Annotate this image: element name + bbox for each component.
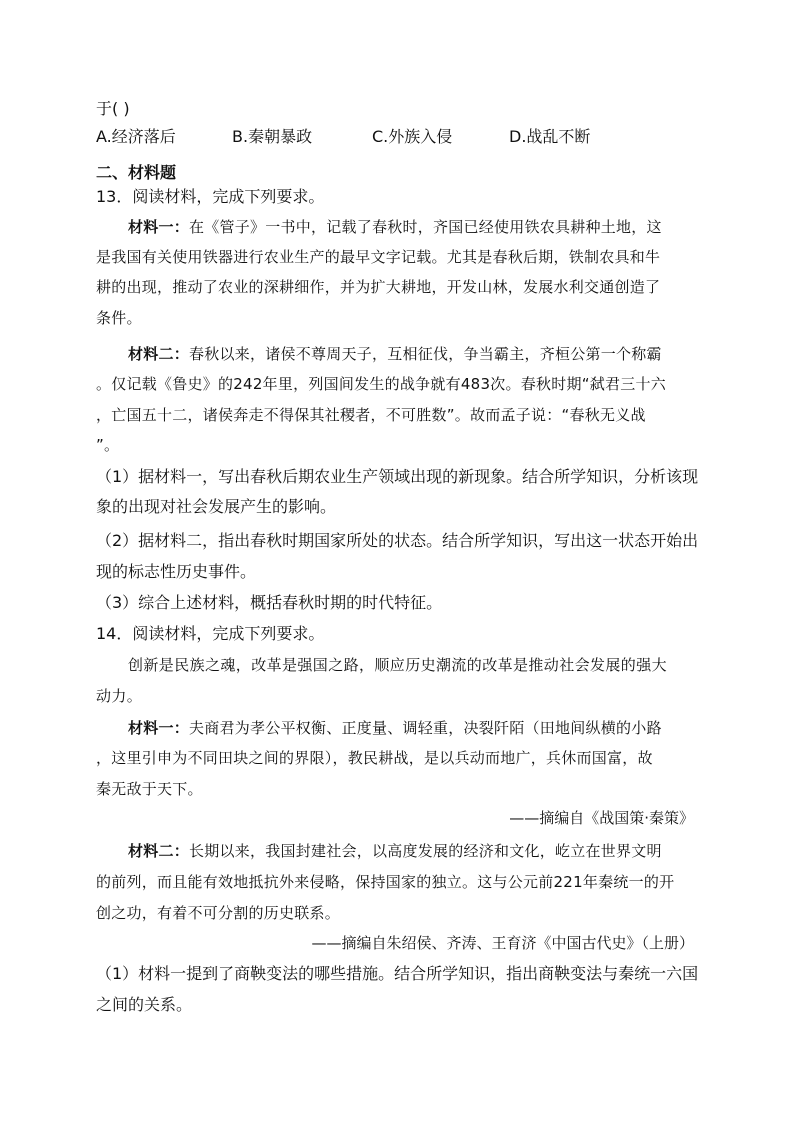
q13-material-2-line: 材料二：春秋以来，诸侯不尊周天子，互相征伐，争当霸主，齐桓公第一个称霸 (128, 345, 662, 363)
material-label: 材料二： (128, 842, 190, 860)
material-label: 材料二： (128, 345, 190, 363)
q13-material-2-line: 。仅记载《鲁史》的242年里，列国间发生的战争就有483次。春秋时期“弑君三十六 (96, 375, 667, 393)
q13-material-1-line: 是我国有关使用铁器进行农业生产的最早文字记载。尤其是春秋后期，铁制农具和牛 (96, 248, 661, 266)
q12-stem-tail: 于( ) (96, 99, 130, 118)
section-title: 二、材料题 (96, 163, 177, 182)
material-label: 材料一： (128, 719, 190, 737)
option-d[interactable]: D.战乱不断 (509, 127, 591, 146)
q13-question-line: 象的出现对社会发展产生的影响。 (96, 497, 337, 516)
q14-material-1-line: ，这里引申为不同田块之间的界限），教民耕战，是以兵动而地广，兵休而国富，故 (96, 749, 653, 767)
option-b[interactable]: B.秦朝暴政 (232, 127, 313, 146)
q14-question-line: 之间的关系。 (96, 995, 193, 1014)
q14-question-line: （1）材料一提到了商鞅变法的哪些措施。结合所学知识，指出商鞅变法与秦统一六国 (96, 964, 699, 983)
q14-material-1-line: 材料一：夫商君为孝公平权衡、正度量、调轻重，决裂阡陌（田地间纵横的小路 (128, 719, 662, 737)
q14-material-2-line: 的前列，而且能有效地抵抗外来侵略，保持国家的独立。这与公元前221年秦统一的开 (96, 873, 675, 891)
q13-question-line: （2）据材料二，指出春秋时期国家所处的状态。结合所学知识，写出这一状态开始出 (96, 531, 699, 550)
q13-question-line: （1）据材料一，写出春秋后期农业生产领域出现的新现象。结合所学知识，分析该现 (96, 467, 699, 486)
q14-stem: 14．阅读材料，完成下列要求。 (96, 624, 325, 643)
q13-material-2-line: ，亡国五十二，诸侯奔走不得保其社稷者，不可胜数”。故而孟子说：“春秋无义战 (96, 406, 646, 424)
q14-material-1-line: 秦无敌于天下。 (96, 780, 203, 798)
q14-material-1-source: ——摘编自《战国策·秦策》 (509, 809, 694, 827)
q14-intro-line: 创新是民族之魂，改革是强国之路，顺应历史潮流的改革是推动社会发展的强大 (128, 656, 668, 674)
q14-material-2-line: 材料二：长期以来，我国封建社会，以高度发展的经济和文化，屹立在世界文明 (128, 842, 662, 860)
q14-material-2-source: ——摘编自朱绍侯、齐涛、王育济《中国古代史》（上册） (311, 934, 694, 952)
q13-material-2-line: ”。 (96, 436, 120, 454)
option-c[interactable]: C.外族入侵 (372, 127, 453, 146)
q14-intro-line: 动力。 (96, 687, 143, 705)
q13-question-line: （3）综合上述材料，概括春秋时期的时代特征。 (96, 593, 443, 612)
q14-material-2-line: 创之功，有着不可分割的历史联系。 (96, 904, 341, 922)
q13-material-1-line: 耕的出现，推动了农业的深耕细作，并为扩大耕地，开发山林，发展水利交通创造了 (96, 278, 661, 296)
q13-question-line: 现的标志性历史事件。 (96, 562, 257, 581)
q13-material-1-line: 材料一：在《管子》一书中，记载了春秋时，齐国已经使用铁农具耕种土地，这 (128, 218, 662, 236)
option-a[interactable]: A.经济落后 (96, 127, 176, 146)
material-label: 材料一： (128, 218, 190, 236)
q13-material-1-line: 条件。 (96, 309, 142, 327)
q13-stem: 13．阅读材料，完成下列要求。 (96, 187, 325, 206)
